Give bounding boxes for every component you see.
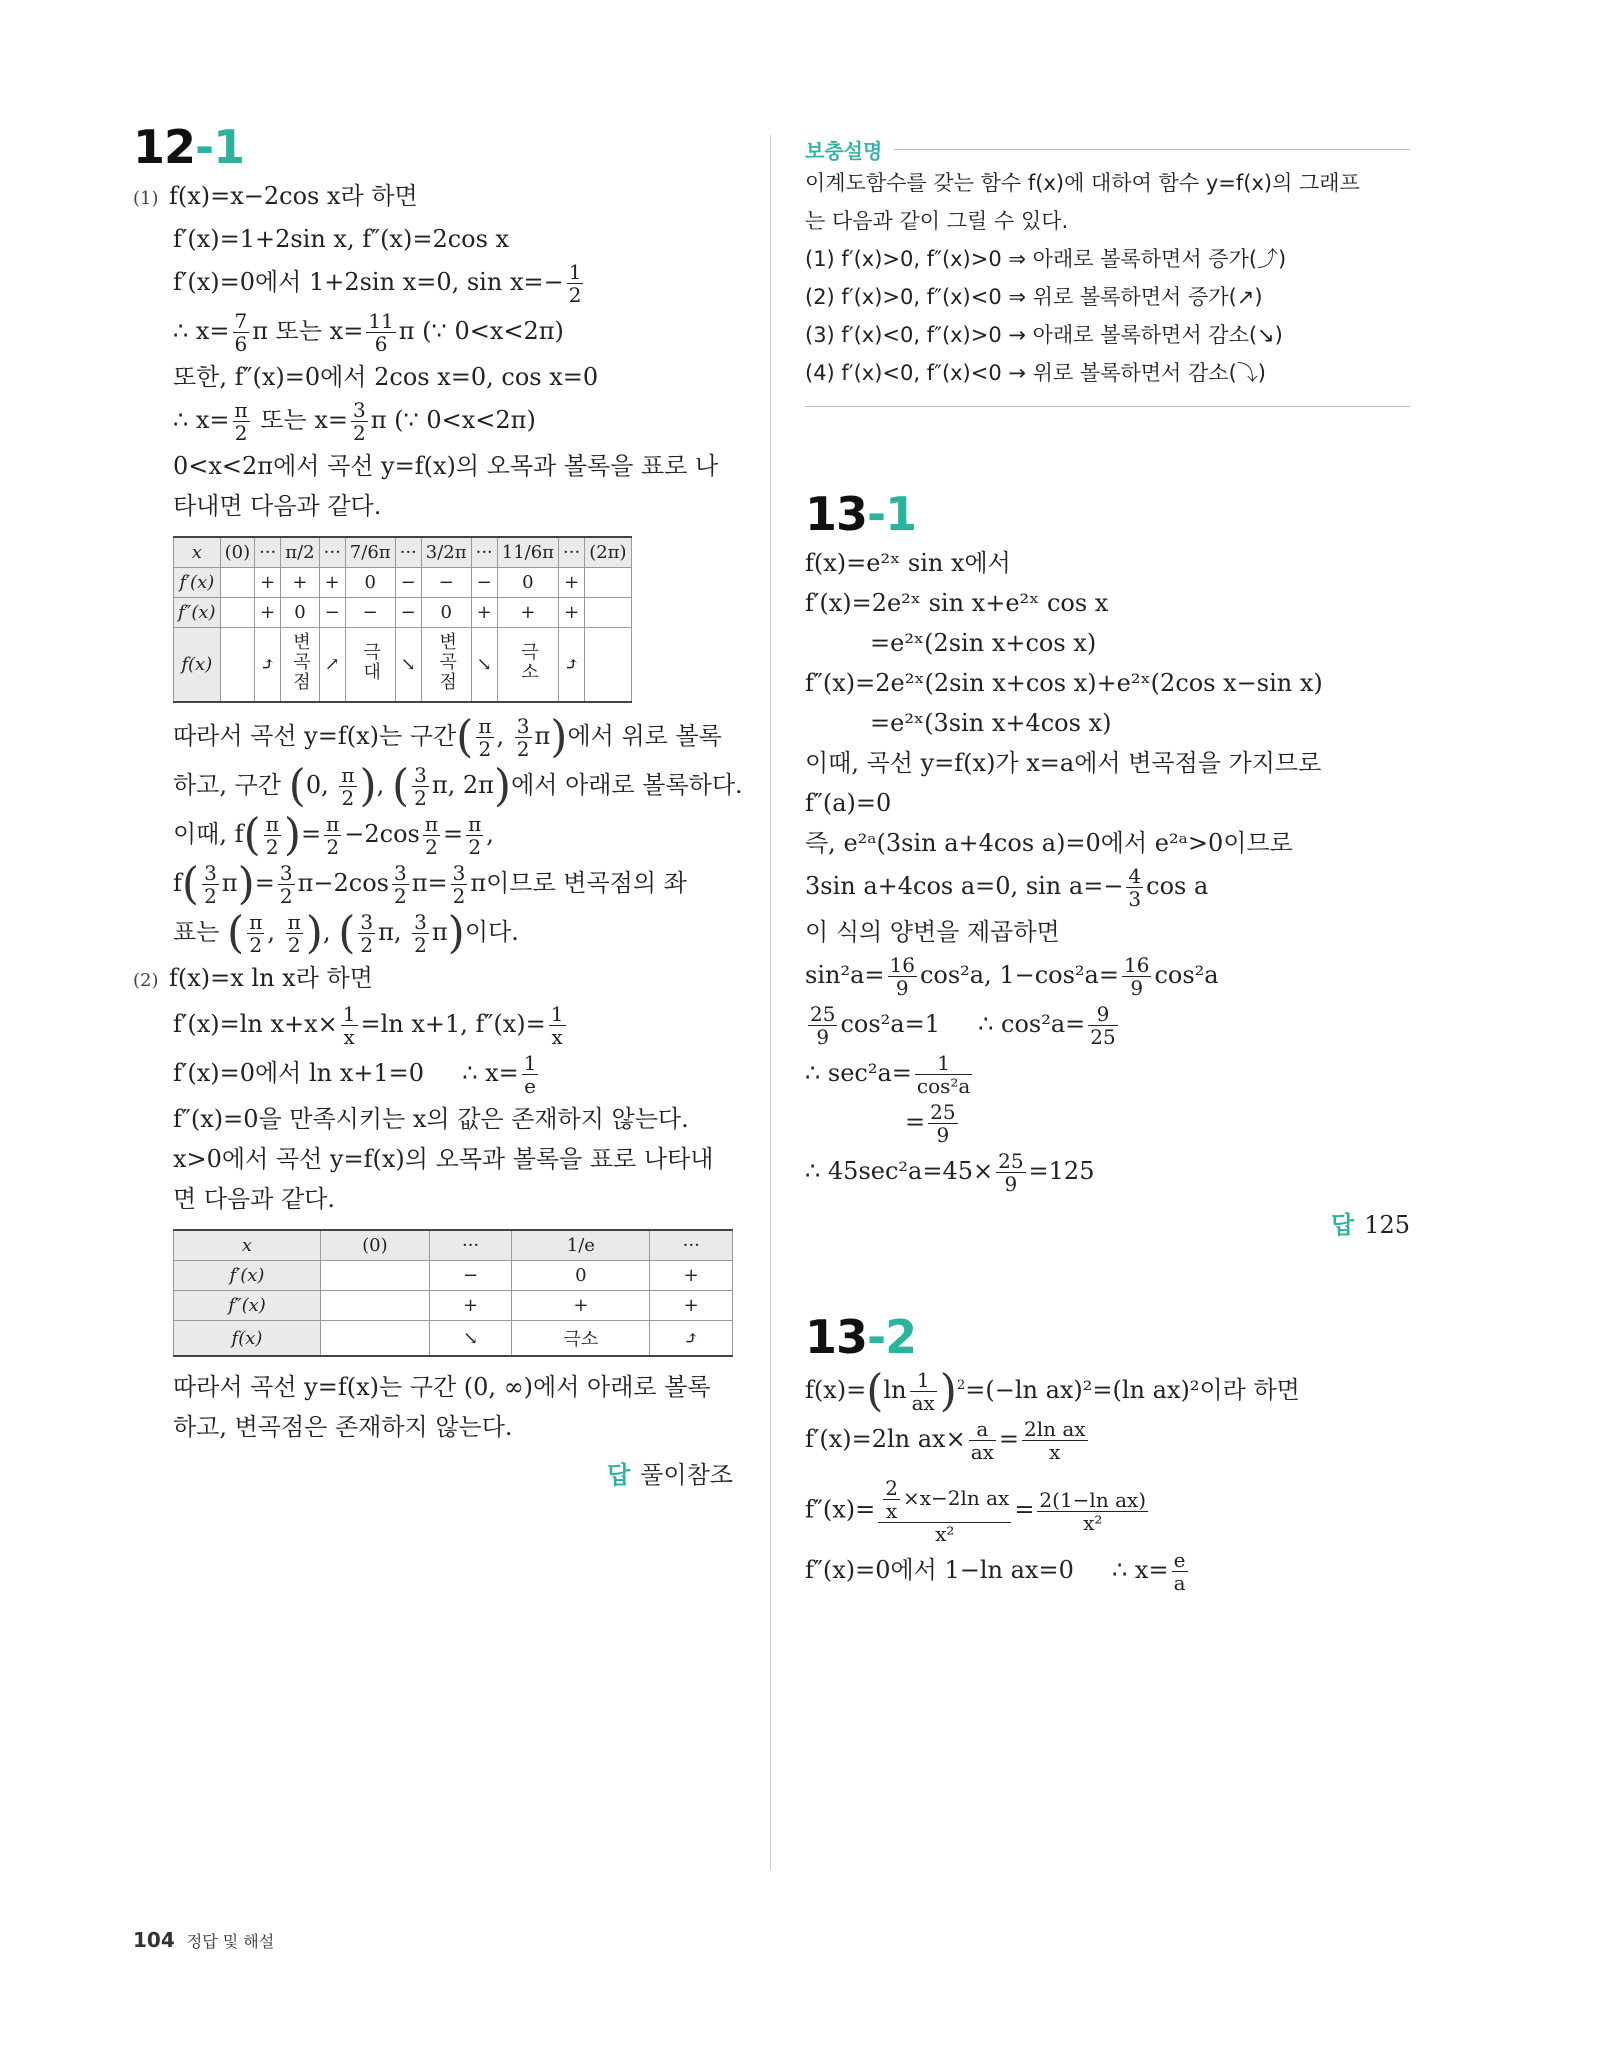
table-cell: + — [255, 568, 281, 598]
table-cell: 극소 — [512, 1321, 650, 1357]
table-row-label: f′(x) — [174, 1261, 321, 1291]
table-cell: 0 — [512, 1261, 650, 1291]
table-row-label: f″(x) — [174, 1291, 321, 1321]
table-cell — [585, 568, 631, 598]
line-l9: 따라서 곡선 y=f(x)는 구간( $\frac{\pi}{2}$ , $\frac{3}{2}$ π)에서 위로 볼록 — [173, 711, 722, 763]
line-m1: (2) f(x)=x ln x라 하면 — [133, 960, 733, 999]
supplement-box — [805, 135, 1410, 407]
problem-number-13-2: 13-2 — [805, 1310, 917, 1364]
line-r8: 즉, e²ᵃ(3sin a+4cos a)=0에서 e²ᵃ>0이므로 — [805, 829, 1293, 857]
line-r12: $\frac{25}{9}$ cos²a=1 ∴ cos²a= $\frac{9}{25}$ — [810, 1002, 1116, 1049]
table-cell: + — [497, 598, 558, 628]
supplement-line-1: 이계도함수를 갖는 함수 f(x)에 대하여 함수 y=f(x)의 그래프 — [805, 171, 1360, 195]
line-l5: 또한, f″(x)=0에서 2cos x=0, cos x=0 — [173, 363, 599, 391]
answer-13-1: 답 125 — [1331, 1211, 1410, 1239]
line-l3: f′(x)=0에서 1+2sin x=0, sin x=− $\frac{1}{2}$ — [173, 260, 582, 307]
table-header-cell: 1/e — [512, 1230, 650, 1261]
table-header-cell: (2π) — [585, 537, 631, 568]
left-column — [133, 120, 743, 1490]
part-mark-2: (2) — [133, 970, 159, 991]
table-row-label: f(x) — [174, 628, 221, 703]
line-l13: 표는 ( $\frac{\pi}{2}$ , $\frac{\pi}{2}$ ), ( $\frac{3}{2}$ π, $\frac{3}{2}$ π)이다. — [173, 907, 519, 959]
table-cell: + — [429, 1291, 512, 1321]
page-footer — [133, 1928, 274, 1952]
line-r14: = $\frac{25}{9}$ — [905, 1100, 956, 1147]
problem-number-12-1: 12-1 — [133, 120, 245, 174]
table-cell: ↗ — [319, 628, 345, 703]
line-r7: f″(a)=0 — [805, 789, 892, 817]
table-cell: + — [319, 568, 345, 598]
footer-text: 정답 및 해설 — [186, 1932, 275, 1951]
table-header-cell: x — [174, 1230, 321, 1261]
line-l6: ∴ x= $\frac{\pi}{2}$ 또는 x= $\frac{3}{2}$ π (∵ 0<x<2π) — [173, 398, 536, 445]
problem-number-13-1: 13-1 — [805, 487, 917, 541]
line-s3: f″(x)= $\frac{2}{x}$ ×x−2ln ax x² = $\frac{\text{2(1−ln ax)}}{\text{x²}}$ — [805, 1476, 1147, 1546]
table-cell: − — [395, 568, 421, 598]
line-m7: 따라서 곡선 y=f(x)는 구간 (0, ∞)에서 아래로 볼록 — [173, 1373, 711, 1401]
table-row-label: f′(x) — [174, 568, 221, 598]
table-cell — [220, 628, 255, 703]
table-cell: − — [319, 598, 345, 628]
line-m6: 면 다음과 같다. — [173, 1185, 335, 1213]
table-cell: + — [559, 568, 585, 598]
sign-table-1 — [173, 536, 632, 703]
table-cell: + — [559, 598, 585, 628]
line-l11: 이때, f( $\frac{\pi}{2}$ )= $\frac{\pi}{2}$ −2cos $\frac{\pi}{2}$ = $\frac{\pi}{2}$ , — [173, 809, 494, 861]
column-divider — [770, 135, 771, 1870]
table-cell — [220, 568, 255, 598]
line-r11: sin²a= $\frac{16}{9}$ cos²a, 1−cos²a= $\frac{16}{9}$ cos²a — [805, 953, 1219, 1000]
line-l1: (1) f(x)=x−2cos x라 하면 — [133, 178, 733, 217]
table-header-cell: ··· — [395, 537, 421, 568]
line-l7: 0<x<2π에서 곡선 y=f(x)의 오목과 볼록을 표로 나 — [173, 452, 719, 480]
line-l4: ∴ x= $\frac{7}{6}$ π 또는 x= $\frac{11}{6}$ π (∵ 0<x<2π) — [173, 309, 564, 356]
table-header-cell: ··· — [255, 537, 281, 568]
table-header-cell: ··· — [429, 1230, 512, 1261]
line-m5: x>0에서 곡선 y=f(x)의 오목과 볼록을 표로 나타내 — [173, 1145, 714, 1173]
table-cell: + — [512, 1291, 650, 1321]
right-column — [805, 135, 1410, 1598]
table-cell: 0 — [421, 598, 471, 628]
table-row-label: f″(x) — [174, 598, 221, 628]
supplement-item: (2) f′(x)>0, f″(x)<0 ⇒ 위로 볼록하면서 증가(↗) — [805, 285, 1263, 309]
table-cell: + — [281, 568, 319, 598]
table-row-label: f(x) — [174, 1321, 321, 1357]
line-r2: f′(x)=2e²ˣ sin x+e²ˣ cos x — [805, 589, 1109, 617]
table-cell: 0 — [497, 568, 558, 598]
line-r6: 이때, 곡선 y=f(x)가 x=a에서 변곡점을 가지므로 — [805, 749, 1322, 777]
table-header-cell: π/2 — [281, 537, 319, 568]
table-cell: ⤴ — [650, 1321, 733, 1357]
line-r4: f″(x)=2e²ˣ(2sin x+cos x)+e²ˣ(2cos x−sin x) — [805, 669, 1323, 697]
supplement-item: (3) f′(x)<0, f″(x)>0 → 아래로 볼록하면서 감소(↘) — [805, 323, 1283, 347]
supplement-title: 보충설명 — [805, 135, 1410, 164]
table-cell — [320, 1321, 429, 1357]
line-s1: f(x)=(ln $\frac{1}{ax}$ )$^2$=(−ln ax)²=(ln ax)²이라 하면 — [805, 1365, 1300, 1417]
page-number: 104 — [133, 1928, 175, 1952]
table-cell: ⤴ — [559, 628, 585, 703]
line-r5: =e²ˣ(3sin x+4cos x) — [870, 709, 1112, 737]
table-header-cell: ··· — [471, 537, 497, 568]
table-header-cell: x — [174, 537, 221, 568]
table-cell: + — [471, 598, 497, 628]
line-m2: f′(x)=ln x+x× $\frac{1}{x}$ =ln x+1, f″(x)= $\frac{1}{x}$ — [173, 1002, 564, 1049]
table-cell: ⤴ — [255, 628, 281, 703]
sign-table-2 — [173, 1229, 733, 1357]
table-header-cell: 11/6π — [497, 537, 558, 568]
table-header-cell: 3/2π — [421, 537, 471, 568]
table-header-cell: (0) — [320, 1230, 429, 1261]
table-cell — [585, 598, 631, 628]
line-r9: 3sin a+4cos a=0, sin a=− $\frac{4}{3}$ cos a — [805, 864, 1209, 911]
line-r1: f(x)=e²ˣ sin x에서 — [805, 549, 1011, 577]
line-m3: f′(x)=0에서 ln x+1=0 ∴ x= $\frac{1}{e}$ — [173, 1051, 537, 1098]
table-cell — [320, 1291, 429, 1321]
table-cell: 극대 — [345, 628, 395, 703]
supplement-item: (1) f′(x)>0, f″(x)>0 ⇒ 아래로 볼록하면서 증가(⤴) — [805, 247, 1287, 271]
line-r13: ∴ sec²a= $\frac{1}{\text{cos²a}}$ — [805, 1051, 971, 1098]
table-header-cell: ··· — [559, 537, 585, 568]
line-l10: 하고, 구간 (0, $\frac{\pi}{2}$ ), ( $\frac{3}{2}$ π, 2π)에서 아래로 볼록하다. — [173, 760, 743, 812]
line-l2: f′(x)=1+2sin x, f″(x)=2cos x — [173, 225, 510, 253]
table-header-cell: ··· — [319, 537, 345, 568]
supplement-item: (4) f′(x)<0, f″(x)<0 → 위로 볼록하면서 감소(⤵) — [805, 361, 1266, 385]
line-r10: 이 식의 양변을 제곱하면 — [805, 918, 1060, 946]
table-cell: 0 — [345, 568, 395, 598]
table-header-cell: 7/6π — [345, 537, 395, 568]
line-s2: f′(x)=2ln ax× $\frac{a}{ax}$ = $\frac{\text{2ln ax}}{x}$ — [805, 1417, 1086, 1464]
table-header-cell: ··· — [650, 1230, 733, 1261]
table-cell — [585, 628, 631, 703]
line-r15: ∴ 45sec²a=45× $\frac{25}{9}$ =125 — [805, 1149, 1095, 1196]
line-m8: 하고, 변곡점은 존재하지 않는다. — [173, 1413, 513, 1441]
table-cell: + — [255, 598, 281, 628]
part-mark-1: (1) — [133, 188, 159, 209]
answer-12-1: 답 풀이참조 — [607, 1461, 733, 1489]
table-cell: 0 — [281, 598, 319, 628]
table-cell: − — [421, 568, 471, 598]
table-cell: ↘ — [471, 628, 497, 703]
line-l12: f( $\frac{3}{2}$ π)= $\frac{3}{2}$ π−2cos $\frac{3}{2}$ π= $\frac{3}{2}$ π이므로 변곡점의 좌 — [173, 858, 687, 910]
table-cell: ↘ — [395, 628, 421, 703]
line-l8: 타내면 다음과 같다. — [173, 492, 382, 520]
table-cell: − — [345, 598, 395, 628]
table-cell: − — [471, 568, 497, 598]
line-m4: f″(x)=0을 만족시키는 x의 값은 존재하지 않는다. — [173, 1105, 689, 1133]
table-cell: ↘ — [429, 1321, 512, 1357]
table-cell — [320, 1261, 429, 1291]
line-s4: f″(x)=0에서 1−ln ax=0 ∴ x= $\frac{e}{a}$ — [805, 1548, 1186, 1595]
table-cell: − — [429, 1261, 512, 1291]
table-header-cell: (0) — [220, 537, 255, 568]
table-cell: 극소 — [497, 628, 558, 703]
table-cell: 변곡점 — [281, 628, 319, 703]
supplement-line-2: 는 다음과 같이 그릴 수 있다. — [805, 209, 1069, 233]
line-r3: =e²ˣ(2sin x+cos x) — [870, 629, 1097, 657]
table-cell: − — [395, 598, 421, 628]
table-cell: + — [650, 1261, 733, 1291]
table-cell: 변곡점 — [421, 628, 471, 703]
table-cell — [220, 598, 255, 628]
table-cell: + — [650, 1291, 733, 1321]
